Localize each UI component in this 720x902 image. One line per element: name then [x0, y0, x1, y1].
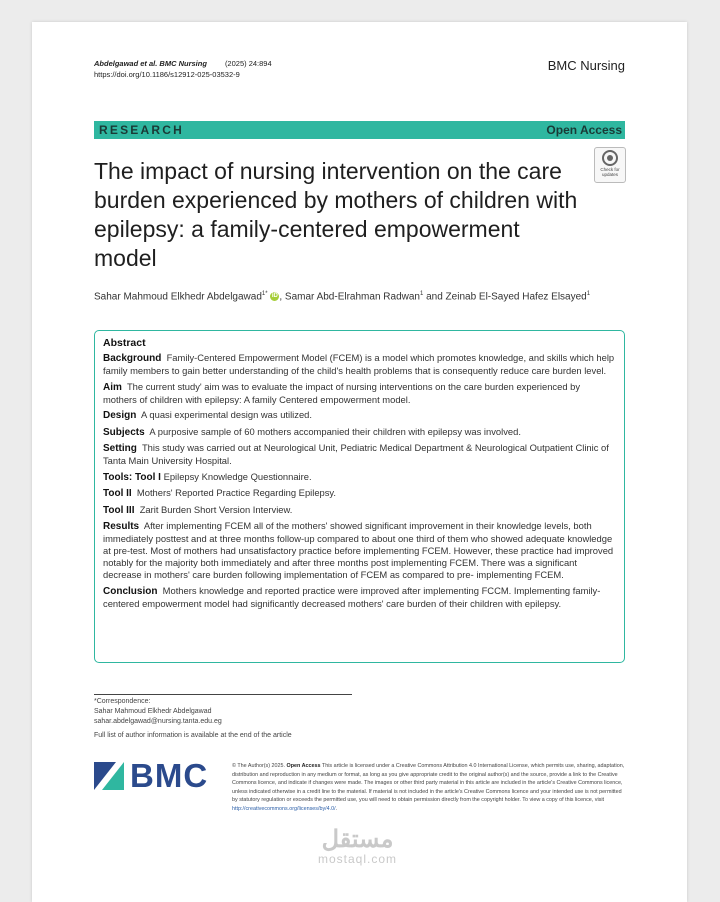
- paper-page: [32, 22, 687, 902]
- journal-name: BMC Nursing: [547, 58, 625, 73]
- bmc-logo-text: BMC: [130, 757, 209, 794]
- open-access-label: Open Access: [546, 123, 622, 137]
- citation-authors: Abdelgawad et al. BMC Nursing: [94, 59, 207, 68]
- bmc-logo: [94, 757, 209, 794]
- correspondence-label: *Correspondence:: [94, 698, 151, 705]
- check-updates-label-2: updates: [601, 172, 618, 177]
- bmc-logo-icon: [94, 762, 124, 790]
- article-title: The impact of nursing intervention on the care burden experienced by mothers of children with epilepsy: a family-centered empowerment model: [94, 158, 578, 271]
- author-list: [94, 291, 634, 302]
- author-3: and Zeinab El-Sayed Hafez Elsayed: [423, 291, 587, 303]
- check-updates-label-1: Check for: [600, 167, 620, 172]
- author-2: , Samar Abd-Elrahman Radwan: [279, 291, 420, 303]
- correspondence-note: [94, 697, 222, 727]
- orcid-icon[interactable]: iD: [271, 293, 278, 300]
- footnote-rule: [94, 694, 352, 695]
- abstract-heading: Abstract: [103, 337, 146, 349]
- article-type-banner: [94, 121, 625, 139]
- copyright-notice: © The Author(s) 2025.: [232, 763, 286, 769]
- author-2-affil: 1: [419, 291, 424, 297]
- license-open-access: Open Access: [286, 763, 321, 769]
- citation-header: [94, 58, 272, 80]
- author-1-affil: 1*: [261, 291, 268, 297]
- abstract-subjects: Subjects A purposive sample of 60 mothers accompanied their children with epilepsy was involved.: [103, 425, 521, 438]
- abstract-conclusion: Conclusion Mothers knowledge and reported practice were improved after implementing FCCM. Implementing family-centered empowerment model had significantly decreased mothers' care burden of their children with epilepsy.: [103, 584, 601, 609]
- correspondence-email[interactable]: sahar.abdelgawad@nursing.tanta.edu.eg: [94, 718, 222, 725]
- watermark-latin: mostaql.com: [318, 852, 398, 866]
- author-info-note: Full list of author information is available at the end of the article: [94, 732, 292, 739]
- abstract-setting: Setting This study was carried out at Neurological Unit, Pediatric Medical Department & Neurological Outpatient Clinic of Tanta Main University Hospital.: [103, 442, 609, 466]
- doi-link[interactable]: https://doi.org/10.1186/s12912-025-03532-9: [94, 70, 240, 79]
- abstract-tool-3: Tool III Zarit Burden Short Version Interview.: [103, 503, 293, 516]
- abstract-aim: Aim The current study' aim was to evaluate the impact of nursing interventions on the care burden experienced by mothers of children with epilepsy: A family Centered empowerment model.: [103, 380, 581, 405]
- author-1: Sahar Mahmoud Elkhedr Abdelgawad: [94, 291, 262, 303]
- article-type: RESEARCH: [99, 123, 184, 137]
- check-updates-icon: [602, 150, 618, 166]
- correspondence-name: Sahar Mahmoud Elkhedr Abdelgawad: [94, 708, 212, 715]
- abstract-background: Background Family-Centered Empowerment Model (FCEM) is a model which promotes knowledge, and skills which help family members to gain better understanding of the child's health problems that is consequently reduce care burden level.: [103, 352, 615, 376]
- abstract-tool-1: Tools: Tool I Epilepsy Knowledge Questionnaire.: [103, 470, 312, 483]
- license-body: This article is licensed under a Creative Commons Attribution 4.0 International License, which permits use, sharing, adaptation, distribution and reproduction in any medium or format, as long as you give appropriate credit to the original author(s) and the source, provide a link to the Creative Commons licence, and indicate if changes were made. The images or other third party material in this article are included in the article's Creative Commons licence, unless indicated otherwise in a credit line to the material. If material is not included in the article's Creative Commons licence and your intended use is not permitted by statutory regulation or exceeds the permitted use, you will need to obtain permission directly from the copyright holder. To view a copy of this licence, visit: [232, 763, 625, 804]
- citation-volume: (2025) 24:894: [224, 59, 272, 68]
- author-3-affil: 1: [586, 291, 591, 297]
- abstract-box: [94, 330, 625, 663]
- watermark-arabic: مستقل: [321, 826, 394, 853]
- check-for-updates-button[interactable]: [594, 147, 626, 183]
- abstract-tool-2: Tool II Mothers' Reported Practice Regarding Epilepsy.: [103, 487, 337, 499]
- abstract-results: Results After implementing FCEM all of the mothers' showed significant improvement in their knowledge levels, both immediately posttest and at three months follow-up compared to about one third of them who showed adequate knowledge at pre-test. Most of mothers had unsatisfactory practice before implementing FCEM. However, these practice had improved notably for the majority both immediately and after three months post implementing FCEM. There was a significant decrease in mothers' care burden following implementation of FCEM as compared to pre- implementing FCEM.: [103, 520, 614, 580]
- license-text: © The Author(s) 2025. Open Access This article is licensed under a Creative Commons Attribution 4.0 International License, which permits use, sharing, adaptation, distribution and reproduction in any medium or format, as long as you give appropriate credit to the original author(s) and the source, provide a link to the Creative Commons licence, and indicate if changes were made. The images or other third party material in this article are included in the article's Creative Commons licence, unless indicated otherwise in a credit line to the material. If material is not included in the article's Creative Commons licence and your intended use is not permitted by statutory regulation or exceeds the permitted use, you will need to obtain permission directly from the copyright holder. To view a copy of this licence, visit http://creativecommons.org/licenses/by/4.0/.: [232, 763, 625, 812]
- license-link[interactable]: http://creativecommons.org/licenses/by/4.0/: [232, 805, 336, 812]
- abstract-design: Design A quasi experimental design was utilized.: [103, 409, 312, 421]
- mostaql-watermark: [318, 828, 397, 866]
